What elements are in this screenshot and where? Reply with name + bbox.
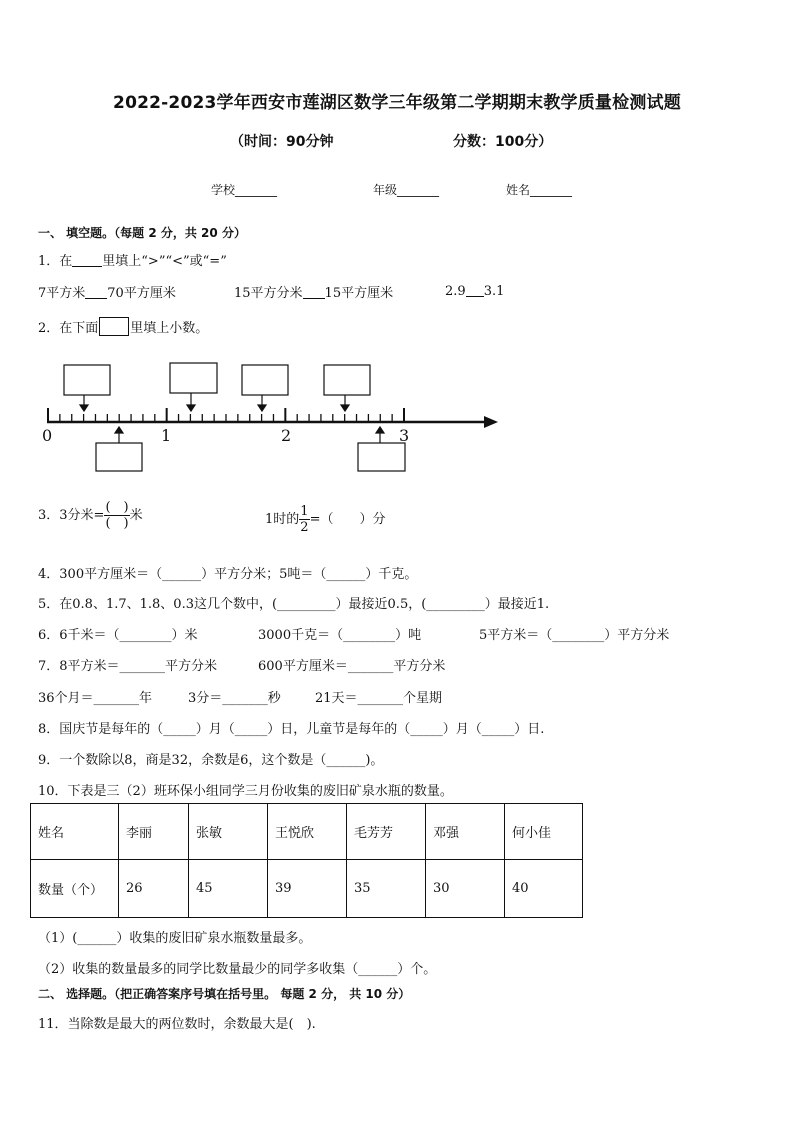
question-9: 9．一个数除以8，商是32，余数是6，这个数是（______)。 (38, 753, 384, 768)
answer-boxes-bottom (96, 443, 405, 471)
question-7c: 36个月＝_______年 (38, 691, 153, 706)
number-line-axis (47, 416, 498, 428)
q1-c-blank[interactable] (466, 282, 484, 297)
table-cell: 数量（个） (31, 860, 119, 918)
q1-a-blank[interactable] (85, 284, 107, 299)
question-6b: 3000千克＝（________）吨 (258, 628, 422, 643)
exam-score: 分数：100分） (453, 134, 553, 150)
q2-stem-a: 2．在下面 (38, 321, 99, 336)
answer-box[interactable] (242, 365, 288, 395)
q1-blank[interactable] (72, 252, 102, 267)
q1-stem-b: 里填上“>”“<”或“=” (102, 254, 227, 269)
answer-box[interactable] (358, 443, 405, 471)
tick-labels (42, 426, 409, 445)
question-1-stem (38, 250, 227, 269)
q2-stem-b: 里填上小数。 (130, 321, 209, 336)
tick-label-0: 0 (42, 426, 53, 445)
tick-label-2: 2 (281, 426, 292, 445)
q1-a-right: 70平方厘米 (107, 286, 176, 301)
q3b-denominator: 2 (300, 520, 309, 535)
number-line-diagram (0, 355, 520, 480)
question-10-sub1: （1）(______）收集的废旧矿泉水瓶数量最多。 (38, 931, 312, 946)
q3a-suffix: 米 (129, 508, 143, 523)
school-field: 学校_______ (211, 183, 278, 197)
page-title: 2022-2023学年西安市莲湖区数学三年级第二学期期末教学质量检测试题 (113, 93, 681, 113)
q1-c-left: 2.9 (445, 284, 466, 299)
q3a-numerator[interactable]: ( ) (105, 500, 129, 515)
q3a-denominator[interactable]: ( ) (105, 516, 129, 531)
table-cell: 李丽 (119, 804, 189, 860)
answer-box[interactable] (324, 365, 370, 395)
table-cell: 39 (268, 860, 347, 918)
tick-label-3: 3 (399, 426, 410, 445)
q1-item-b (234, 282, 393, 301)
question-7b: 600平方厘米＝_______平方分米 (258, 659, 446, 674)
section-2-title: 二、 选择题。（把正确答案序号填在括号里。 每题 2 分， 共 10 分） (38, 987, 411, 1001)
q3a-prefix: 3．3分米= (38, 508, 105, 523)
q1-b-blank[interactable] (303, 284, 325, 299)
question-11: 11．当除数是最大的两位数时，余数最大是( ). (38, 1017, 316, 1032)
q1-b-left: 15平方分米 (234, 286, 303, 301)
q3b-numerator: 1 (300, 504, 309, 519)
q1-stem-a: 1．在 (38, 254, 73, 269)
answer-box[interactable] (170, 363, 217, 393)
q1-item-a (38, 282, 176, 301)
question-7a: 7．8平方米＝_______平方分米 (38, 659, 218, 674)
table-cell: 45 (189, 860, 268, 918)
grade-field: 年级_______ (373, 183, 440, 197)
table-row (31, 860, 583, 918)
question-8: 8．国庆节是每年的（_____）月（_____）日，儿童节是每年的（_____）月（_____）日. (38, 722, 545, 737)
table-cell: 何小佳 (505, 804, 583, 860)
pointer-arrows-down (80, 393, 349, 411)
table-cell: 张敏 (189, 804, 268, 860)
axis-arrowhead (484, 416, 498, 428)
answer-boxes-top (64, 363, 370, 395)
q3b-prefix: 1时的 (265, 512, 300, 527)
table-cell: 毛芳芳 (347, 804, 426, 860)
question-7e: 21天＝_______个星期 (315, 691, 443, 706)
section-1-title: 一、 填空题。（每题 2 分，共 20 分） (38, 226, 246, 240)
question-4: 4．300平方厘米＝（______）平方分米；5吨＝（______）千克。 (38, 567, 418, 582)
q3a-fraction (104, 500, 129, 531)
table-cell: 26 (119, 860, 189, 918)
question-10-stem: 10．下表是三（2）班环保小组同学三月份收集的废旧矿泉水瓶的数量。 (38, 784, 453, 799)
question-10-sub2: （2）收集的数量最多的同学比数量最少的同学多收集（______）个。 (38, 962, 437, 977)
table-cell: 40 (505, 860, 583, 918)
q1-b-right: 15平方厘米 (324, 286, 394, 301)
answer-box[interactable] (96, 443, 142, 471)
table-cell: 30 (426, 860, 505, 918)
table-cell: 邓强 (426, 804, 505, 860)
q3b-suffix: =（ ）分 (309, 512, 386, 527)
q1-c-right: 3.1 (483, 284, 505, 299)
exam-time: （时间：90分钟 (230, 134, 334, 150)
table-cell: 姓名 (31, 804, 119, 860)
q2-box-sample (99, 317, 129, 336)
question-6a: 6．6千米＝（________）米 (38, 628, 198, 643)
question-3a (38, 500, 143, 531)
table-cell: 王悦欣 (268, 804, 347, 860)
question-6c: 5平方米＝（________）平方分米 (479, 628, 670, 643)
question-7d: 3分＝_______秒 (188, 691, 281, 706)
table-cell: 35 (347, 860, 426, 918)
tick-label-1: 1 (161, 426, 172, 445)
pointer-arrows-up (115, 427, 384, 443)
number-line-ticks (48, 408, 404, 422)
q1-item-c (445, 282, 504, 299)
table-header-row (31, 804, 583, 860)
bottle-count-table (30, 803, 583, 918)
q1-a-left: 7平方米 (38, 286, 86, 301)
question-5: 5．在0.8、1.7、1.8、0.3这几个数中，(_________）最接近0.5，(_________）最接近1. (38, 597, 550, 612)
name-field: 姓名_______ (506, 183, 573, 197)
answer-box[interactable] (64, 365, 110, 395)
question-2-stem (38, 317, 208, 336)
q3b-fraction (299, 504, 309, 535)
question-3b (265, 504, 385, 535)
